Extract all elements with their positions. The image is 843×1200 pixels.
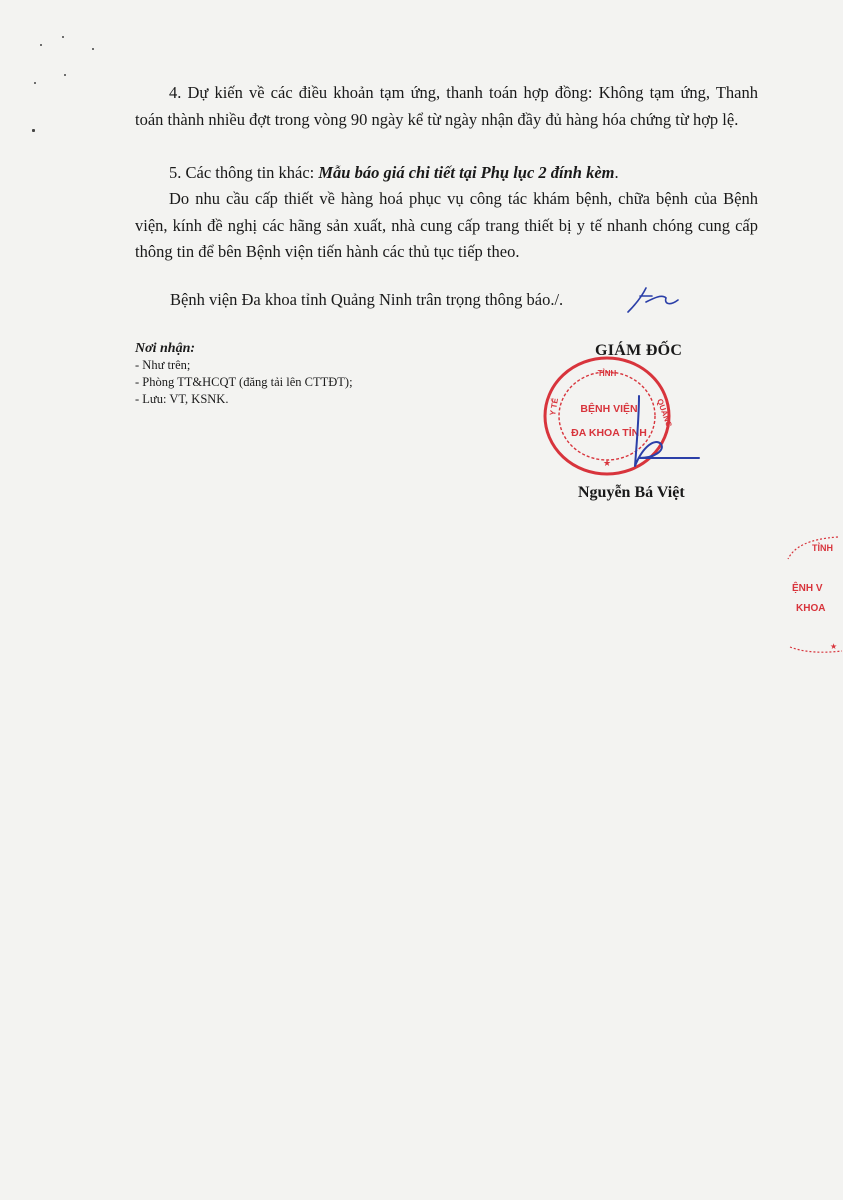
scan-speck xyxy=(92,48,94,50)
item-4-text: 4. Dự kiến về các điều khoản tạm ứng, thanh toán hợp đồng: Không tạm ứng, Thanh toán thành nhiều đợt trong vòng 90 ngày kể từ ngày nhận đầy đủ hàng hóa chứng từ hợp lệ. xyxy=(135,83,758,129)
partial-seal xyxy=(778,525,843,665)
svg-text:ĐA KHOA TỈNH: ĐA KHOA TỈNH xyxy=(571,427,647,439)
svg-text:★: ★ xyxy=(602,459,612,469)
item-5-paragraph xyxy=(135,160,758,187)
scan-speck xyxy=(32,129,35,132)
item-5-suffix: . xyxy=(614,163,619,182)
signer-name: Nguyễn Bá Việt xyxy=(578,484,685,501)
svg-text:BỆNH VIỆN: BỆNH VIỆN xyxy=(580,403,638,415)
item-4-paragraph xyxy=(135,80,758,133)
svg-text:TỈNH: TỈNH xyxy=(812,543,833,553)
scan-speck xyxy=(40,44,42,46)
request-paragraph xyxy=(135,186,758,266)
scan-speck xyxy=(34,82,36,84)
recipient-item: - Lưu: VT, KSNK. xyxy=(135,392,229,406)
scan-speck xyxy=(62,36,64,38)
scan-speck xyxy=(64,74,66,76)
svg-text:QUẢNG: QUẢNG xyxy=(655,397,674,429)
director-signature xyxy=(625,392,705,472)
item-5-emphasis: Mẫu báo giá chi tiết tại Phụ lục 2 đính kèm xyxy=(318,163,615,182)
recipient-item: - Phòng TT&HCQT (đăng tải lên CTTĐT); xyxy=(135,375,353,389)
recipient-item: - Như trên; xyxy=(135,358,191,372)
request-text: Do nhu cầu cấp thiết về hàng hoá phục vụ công tác khám bệnh, chữa bệnh của Bệnh viện, kính đề nghị các hãng sản xuất, nhà cung cấp trang thiết bị y tế nhanh chóng cung cấp thông tin để bên Bệnh viện tiến hành các thủ tục tiếp theo. xyxy=(135,189,758,261)
svg-text:★: ★ xyxy=(830,642,838,651)
svg-text:Y TẾ: Y TẾ xyxy=(548,397,561,417)
svg-text:KHOA: KHOA xyxy=(796,603,826,614)
signer-title: GIÁM ĐỐC xyxy=(595,342,683,359)
recipients-heading: Nơi nhận: xyxy=(135,341,196,356)
recipients-block xyxy=(135,340,353,408)
svg-text:TỈNH: TỈNH xyxy=(597,369,617,378)
item-5-prefix: 5. Các thông tin khác: xyxy=(169,163,319,182)
initials-signature xyxy=(622,282,682,322)
closing-line: Bệnh viện Đa khoa tỉnh Quảng Ninh trân trọng thông báo./. xyxy=(170,290,564,309)
svg-text:ỆNH V: ỆNH V xyxy=(792,583,823,594)
